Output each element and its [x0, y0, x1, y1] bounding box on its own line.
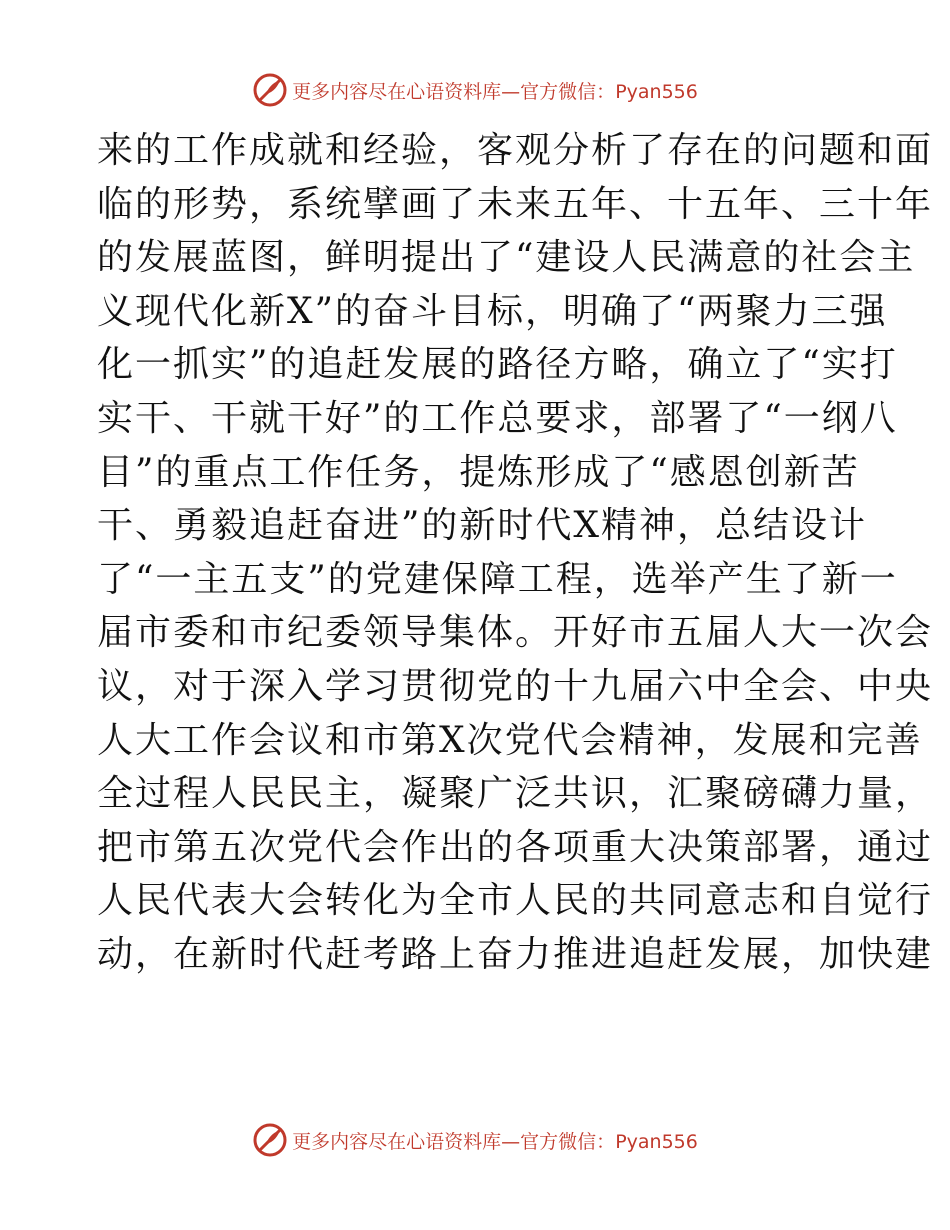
- brand-text: 更多内容尽在心语资料库: [292, 1130, 502, 1153]
- wechat-label: 官方微信：: [520, 1130, 616, 1153]
- text-line-9: 了“一主五支”的党建保障工程，选举产生了新一: [97, 558, 898, 600]
- header-watermark: [0, 70, 950, 110]
- text-line-15: 人民代表大会转化为全市人民的共同意志和自觉行: [97, 880, 934, 922]
- feather-quill-seal-icon: [252, 72, 288, 108]
- text-line-8: 干、勇毅追赶奋进”的新时代X精神，总结设计: [97, 505, 868, 547]
- text-line-4: 义现代化新X”的奋斗目标，明确了“两聚力三强: [97, 290, 888, 332]
- header-watermark-text: [292, 77, 698, 104]
- separator: —: [501, 1130, 521, 1153]
- footer-watermark-text: [292, 1127, 698, 1154]
- text-line-11: 议，对于深入学习贯彻党的十九届六中全会、中央: [97, 665, 934, 707]
- text-line-6: 实干、干就干好”的工作总要求，部署了“一纲八: [97, 397, 898, 439]
- separator: —: [501, 80, 521, 103]
- wechat-id: Pyan556: [615, 1130, 698, 1153]
- text-line-3: 的发展蓝图，鲜明提出了“建设人民满意的社会主: [97, 237, 916, 279]
- wechat-label: 官方微信：: [520, 80, 616, 103]
- text-line-14: 把市第五次党代会作出的各项重大决策部署，通过: [97, 826, 934, 868]
- text-line-12: 人大工作会议和市第X次党代会精神，发展和完善: [97, 719, 923, 761]
- text-line-13: 全过程人民民主，凝聚广泛共识，汇聚磅礴力量，: [97, 773, 934, 815]
- text-line-16: 动，在新时代赶考路上奋力推进追赶发展，加快建: [97, 933, 934, 975]
- text-line-5: 化一抓实”的追赶发展的路径方略，确立了“实打: [97, 344, 898, 386]
- footer-watermark: [0, 1120, 950, 1160]
- feather-quill-seal-icon: [252, 1122, 288, 1158]
- body-text: [97, 124, 934, 982]
- text-line-10: 届市委和市纪委领导集体。开好市五届人大一次会: [97, 612, 934, 654]
- text-line-2: 临的形势，系统擘画了未来五年、十五年、三十年: [97, 183, 934, 225]
- wechat-id: Pyan556: [615, 80, 698, 103]
- brand-text: 更多内容尽在心语资料库: [292, 80, 502, 103]
- text-line-1: 来的工作成就和经验，客观分析了存在的问题和面: [97, 130, 934, 171]
- text-line-7: 目”的重点工作任务，提炼形成了“感恩创新苦: [97, 451, 860, 493]
